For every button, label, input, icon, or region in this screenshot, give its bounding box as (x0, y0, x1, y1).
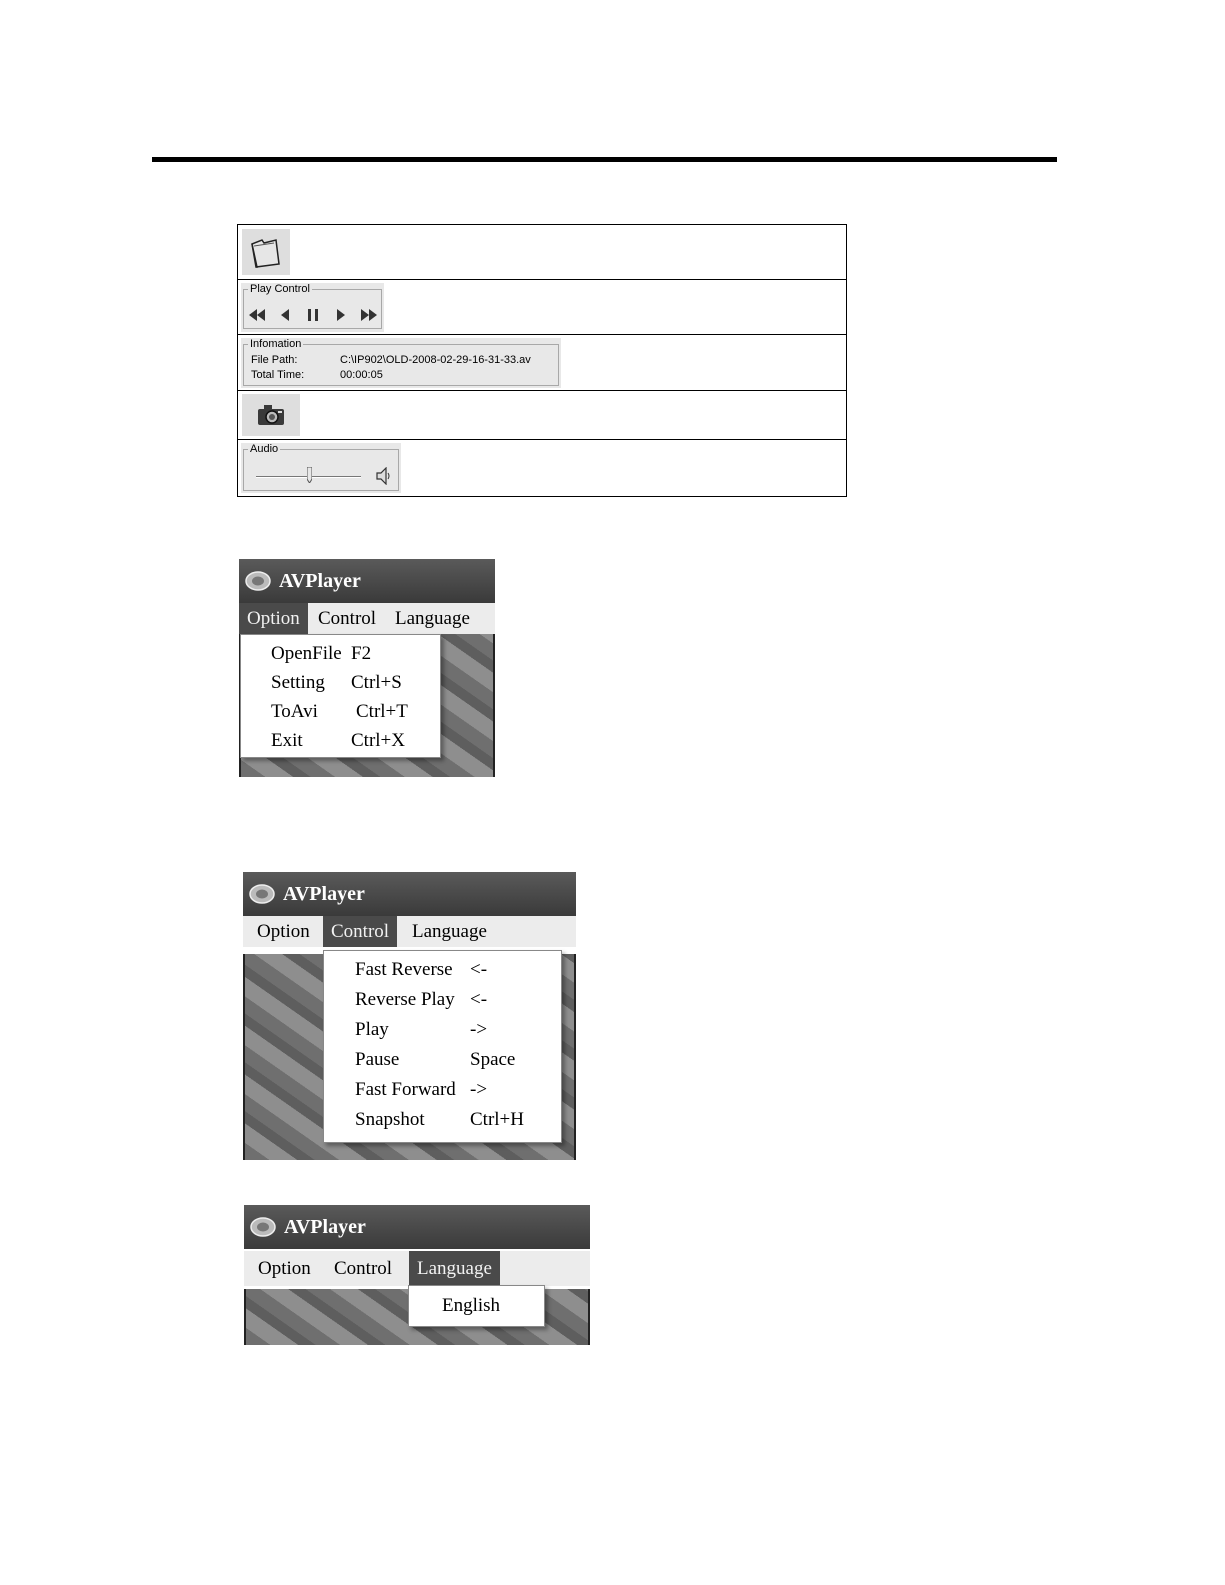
menu-control[interactable]: Control (318, 608, 377, 629)
fast-forward-icon (361, 309, 377, 321)
control-dropdown: Fast Reverse <- Reverse Play <- Play -> Pause Space Fast Forward -> Snapshot Ctrl+H (323, 950, 562, 1143)
title-bar (244, 1205, 590, 1249)
app-icon (245, 570, 271, 592)
open-file-button[interactable] (242, 229, 290, 275)
reverse-play-icon (280, 309, 290, 321)
menu-option[interactable]: Option (257, 921, 310, 942)
app-icon (250, 1216, 276, 1238)
menu-option[interactable]: Option (258, 1258, 311, 1279)
header-rule (152, 157, 1057, 162)
fast-reverse-button[interactable] (249, 307, 265, 323)
audio-title: Audio (250, 443, 279, 455)
snapshot-button[interactable] (242, 394, 300, 436)
audio-row (238, 440, 846, 496)
total-time-line (251, 369, 383, 381)
open-folder-icon (248, 234, 284, 270)
toolbar-panel (237, 224, 847, 497)
audio-group (241, 443, 401, 493)
information-title: Infomation (250, 338, 302, 350)
file-path-label: File Path: (251, 354, 298, 366)
window-title: AVPlayer (283, 882, 365, 905)
menu-bar (239, 603, 495, 634)
play-icon (336, 309, 346, 321)
snapshot-row (238, 391, 846, 440)
camera-icon (256, 403, 286, 427)
fast-forward-button[interactable] (361, 307, 377, 323)
speaker-icon[interactable] (375, 467, 391, 485)
pause-button[interactable] (305, 307, 321, 323)
menu-language[interactable]: Language (395, 608, 470, 629)
total-time-label: Total Time: (251, 369, 305, 381)
option-dropdown: OpenFile F2 Setting Ctrl+S ToAvi Ctrl+T Exit Ctrl+X (240, 634, 441, 758)
play-control-group (241, 283, 384, 332)
total-time-value: 00:00:05 (340, 369, 383, 381)
menu-bar (243, 916, 576, 947)
play-button[interactable] (333, 307, 349, 323)
reverse-play-button[interactable] (277, 307, 293, 323)
information-row (238, 335, 846, 391)
pause-icon (307, 309, 319, 321)
menu-language[interactable]: Language (412, 921, 487, 942)
avplayer-language-screenshot (244, 1205, 590, 1345)
menu-control[interactable]: Control (323, 916, 397, 947)
menu-control[interactable]: Control (334, 1258, 393, 1279)
volume-slider-thumb[interactable] (307, 467, 312, 483)
app-icon (249, 883, 275, 905)
title-bar (239, 559, 495, 603)
menu-language[interactable]: Language (409, 1251, 500, 1286)
window-title: AVPlayer (279, 569, 361, 592)
file-path-line (251, 354, 531, 366)
play-control-title: Play Control (250, 283, 310, 295)
open-file-row (238, 225, 846, 280)
fast-reverse-icon (249, 309, 265, 321)
menu-bar (244, 1251, 590, 1286)
language-dropdown: English (408, 1285, 545, 1327)
avplayer-control-screenshot (243, 872, 576, 1160)
title-bar (243, 872, 576, 916)
information-group (241, 338, 561, 388)
avplayer-option-screenshot (239, 559, 495, 777)
play-control-row (238, 280, 846, 335)
menu-option[interactable]: Option (239, 603, 308, 634)
window-title: AVPlayer (284, 1215, 366, 1238)
file-path-value: C:\IP902\OLD-2008-02-29-16-31-33.av (340, 354, 531, 366)
